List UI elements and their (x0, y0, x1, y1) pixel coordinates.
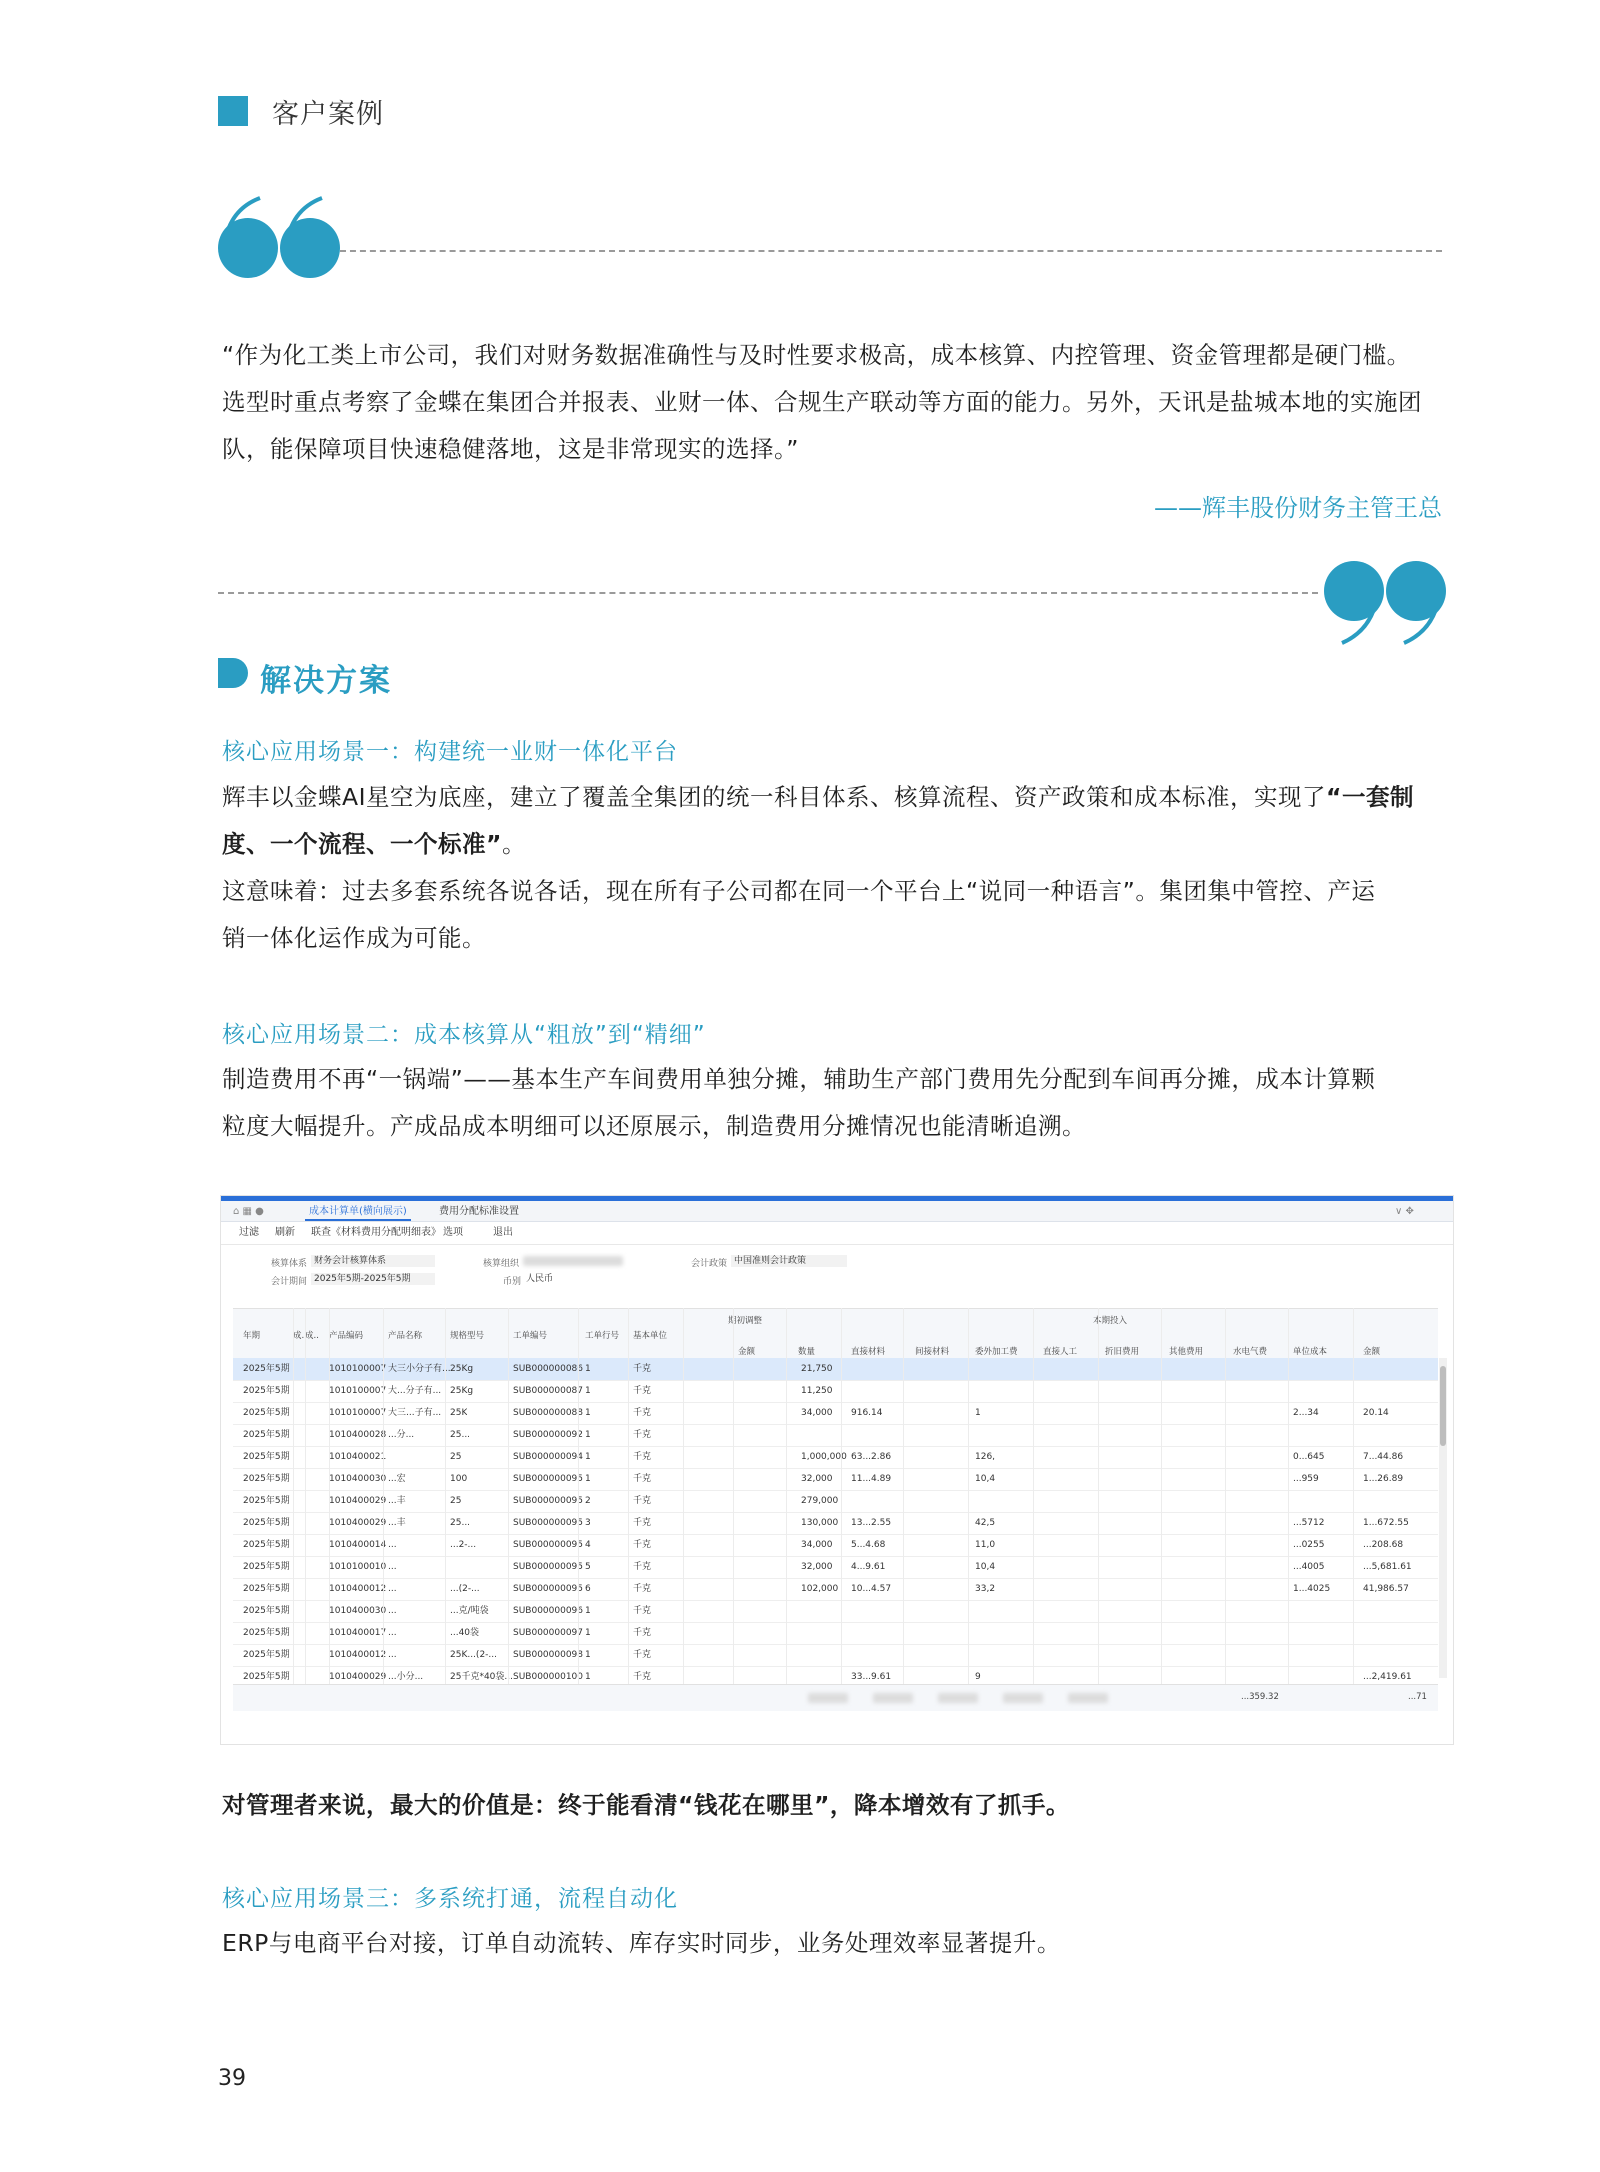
erp-screenshot (220, 1195, 1454, 1745)
col-header[interactable]: 数量 (798, 1347, 816, 1357)
text: 粒度大幅提升。产成品成本明细可以还原展示，制造费用分摊情况也能清晰追溯。 (222, 1112, 1086, 1140)
toolbar (221, 1222, 1453, 1245)
col-header[interactable]: 委外加工费 (975, 1347, 1018, 1357)
cell-uc: ...959 (1293, 1474, 1319, 1484)
cell-unit: 千克 (633, 1518, 652, 1528)
cell-line: 1 (585, 1408, 591, 1418)
cell-name: 大...分子有... (388, 1386, 442, 1396)
cell-mat: 63...2.86 (851, 1452, 892, 1462)
filter-label: 会计期间 (271, 1277, 308, 1287)
table-row[interactable] (233, 1358, 1438, 1381)
footer-amount: ...71 (1408, 1692, 1427, 1702)
quote-line: “作为化工类上市公司，我们对财务数据准确性与及时性要求极高，成本核算、内控管理、资金管理都是硬门槛。 (222, 341, 1411, 369)
cell-code: 1010400030 (329, 1474, 387, 1484)
cell-order: SUB000000088 (513, 1408, 584, 1418)
table-row[interactable] (233, 1644, 1438, 1667)
cell-out: 10,4 (975, 1474, 996, 1484)
table-row[interactable] (233, 1512, 1438, 1535)
cell-mat: 5...4.68 (851, 1540, 886, 1550)
column-divider (305, 1308, 306, 1684)
cell-spec: 25... (450, 1518, 471, 1528)
cell-unit: 千克 (633, 1386, 652, 1396)
cell-period: 2025年5期 (243, 1540, 290, 1550)
col-header[interactable]: 金额 (1363, 1347, 1381, 1357)
group-header-opening: 期初调整 (728, 1316, 763, 1326)
blurred-value (873, 1693, 913, 1703)
cell-line: 6 (585, 1584, 591, 1594)
cell-code: 1010400012 (329, 1584, 387, 1594)
cell-code: 1010400029 (329, 1496, 387, 1506)
cell-order: SUB000000092 (513, 1430, 584, 1440)
cell-qty: 32,000 (801, 1562, 833, 1572)
filter-label: 会计政策 (691, 1259, 728, 1269)
column-divider (683, 1308, 684, 1684)
cell-out: 11,0 (975, 1540, 996, 1550)
col-header[interactable]: 产品名称 (388, 1331, 423, 1341)
text-emphasis: “一套制 (1326, 783, 1414, 811)
open-quote-icon (214, 190, 344, 280)
cell-code: 1010100007 (329, 1386, 387, 1396)
column-divider (329, 1308, 330, 1684)
table-row[interactable] (233, 1468, 1438, 1491)
text: 制造费用不再“一锅端”——基本生产车间费用单独分摊，辅助生产部门费用先分配到车间再分摊，成本计算颗 (222, 1065, 1376, 1093)
column-divider (1161, 1308, 1162, 1684)
cell-code: 1010100010 (329, 1562, 387, 1572)
cell-code: 1010400017 (329, 1628, 387, 1638)
cell-unit: 千克 (633, 1496, 652, 1506)
table-footer (233, 1684, 1438, 1711)
cell-name: ... (388, 1606, 397, 1616)
cell-order: SUB000000095 (513, 1496, 584, 1506)
filter-value[interactable]: 中国准则会计政策 (731, 1255, 847, 1267)
cell-unit: 千克 (633, 1474, 652, 1484)
cell-name: ...宏 (388, 1474, 406, 1484)
quote-author: ——辉丰股份财务主管王总 (1154, 494, 1442, 522)
cell-spec: 25K...(2-... (450, 1650, 498, 1660)
solution-title: 解决方案 (260, 663, 392, 699)
cell-spec: 25Kg (450, 1386, 474, 1396)
cell-uc: 1...4025 (1293, 1584, 1331, 1594)
cell-qty: 11,250 (801, 1386, 833, 1396)
cell-unit: 千克 (633, 1540, 652, 1550)
cell-name: ... (388, 1650, 397, 1660)
cell-uc: ...0255 (1293, 1540, 1325, 1550)
cell-mat: 4...9.61 (851, 1562, 886, 1572)
col-header[interactable]: 直接材料 (851, 1347, 886, 1357)
col-header[interactable]: 金额 (738, 1347, 756, 1357)
group-header-current: 本期投入 (1093, 1316, 1128, 1326)
quote-line: 选型时重点考察了金蝶在集团合并报表、业财一体、合规生产联动等方面的能力。另外，天讯是盐城本地的实施团 (222, 388, 1422, 416)
cell-unit: 千克 (633, 1452, 652, 1462)
cell-out: 33,2 (975, 1584, 996, 1594)
cell-period: 2025年5期 (243, 1628, 290, 1638)
table-row[interactable] (233, 1424, 1438, 1447)
table-row[interactable] (233, 1446, 1438, 1469)
cell-uc: 2...34 (1293, 1408, 1319, 1418)
scenario1-paragraph (222, 774, 1442, 962)
cell-amt: 1...672.55 (1363, 1518, 1409, 1528)
footer-total: ...359.32 (1241, 1692, 1279, 1702)
column-divider (628, 1308, 629, 1684)
section-tab-icon (218, 658, 248, 688)
cell-code: 1010400029 (329, 1518, 387, 1528)
col-header[interactable]: 直接人工 (1043, 1347, 1078, 1357)
cell-uc: ...5712 (1293, 1518, 1325, 1528)
table-row[interactable] (233, 1556, 1438, 1579)
blurred-value (1068, 1693, 1108, 1703)
column-divider (1098, 1308, 1099, 1684)
home-icon[interactable]: ⌂ ▦ ● (233, 1206, 264, 1217)
cell-spec: ...(2-... (450, 1584, 480, 1594)
blurred-value (938, 1693, 978, 1703)
cell-unit: 千克 (633, 1650, 652, 1660)
col-header[interactable]: 折旧费用 (1105, 1347, 1140, 1357)
cell-line: 1 (585, 1430, 591, 1440)
customer-quote (222, 332, 1442, 473)
col-header[interactable]: 水电气费 (1233, 1347, 1268, 1357)
cell-name: 大三小分子有... (388, 1364, 451, 1374)
column-divider (841, 1308, 842, 1684)
refresh-button[interactable]: 刷新 (275, 1227, 295, 1238)
cell-amt: 7...44.86 (1363, 1452, 1404, 1462)
cell-period: 2025年5期 (243, 1650, 290, 1660)
cell-qty: 1,000,000 (801, 1452, 847, 1462)
cell-spec: 25 (450, 1496, 462, 1506)
cell-line: 3 (585, 1518, 591, 1528)
cell-name: ... (388, 1584, 397, 1594)
cell-out: 126, (975, 1452, 996, 1462)
cell-period: 2025年5期 (243, 1364, 290, 1374)
table-row[interactable] (233, 1380, 1438, 1403)
blurred-value (1003, 1693, 1043, 1703)
scrollbar-thumb[interactable] (1440, 1366, 1446, 1446)
cell-order: SUB000000087 (513, 1386, 584, 1396)
cell-spec: 25... (450, 1430, 471, 1440)
cell-spec: ...2-... (450, 1540, 477, 1550)
cell-code: 1010100007 (329, 1364, 387, 1374)
cell-line: 1 (585, 1606, 591, 1616)
cell-spec: 100 (450, 1474, 468, 1484)
table-row[interactable] (233, 1402, 1438, 1425)
text: 。 (501, 830, 526, 858)
section-title: 客户案例 (272, 99, 384, 130)
cell-spec: 25K (450, 1408, 468, 1418)
col-header[interactable]: 成.. (305, 1331, 319, 1341)
cell-period: 2025年5期 (243, 1496, 290, 1506)
cell-amt: ...5,681.61 (1363, 1562, 1412, 1572)
cell-unit: 千克 (633, 1430, 652, 1440)
cell-out: 10,4 (975, 1562, 996, 1572)
column-divider (1033, 1308, 1034, 1684)
cell-order: SUB000000095 (513, 1562, 584, 1572)
divider-bottom (218, 592, 1318, 594)
cell-qty: 34,000 (801, 1540, 833, 1550)
cell-code: 1010400029 (329, 1672, 387, 1682)
col-header[interactable]: 产品编码 (329, 1331, 364, 1341)
cell-line: 1 (585, 1452, 591, 1462)
blurred-value (523, 1256, 623, 1266)
column-divider (1225, 1308, 1226, 1684)
cell-line: 1 (585, 1474, 591, 1484)
col-header[interactable]: 间接材料 (915, 1347, 950, 1357)
cell-spec: 25 (450, 1452, 462, 1462)
cell-out: 42,5 (975, 1518, 996, 1528)
col-header[interactable]: 工单编号 (513, 1331, 548, 1341)
cell-line: 1 (585, 1628, 591, 1638)
cell-amt: 1...26.89 (1363, 1474, 1404, 1484)
column-divider (445, 1308, 446, 1684)
column-divider (508, 1308, 509, 1684)
cell-qty: 102,000 (801, 1584, 839, 1594)
scenario1-heading: 核心应用场景一：构建统一业财一体化平台 (222, 739, 678, 765)
cell-mat: 10...4.57 (851, 1584, 892, 1594)
menu-icon[interactable]: ∨ ✥ (1395, 1206, 1414, 1217)
col-header[interactable]: 年期 (243, 1331, 261, 1341)
cell-uc: ...4005 (1293, 1562, 1325, 1572)
col-header[interactable]: 基本单位 (633, 1331, 668, 1341)
text-emphasis: 度、一个流程、一个标准” (222, 830, 502, 858)
col-header[interactable]: 规格型号 (450, 1331, 485, 1341)
cell-spec: 25千克*40袋... (450, 1672, 513, 1682)
cell-name: ...丰 (388, 1496, 406, 1506)
column-divider (1353, 1308, 1354, 1684)
divider-top (340, 250, 1442, 252)
cell-out: 1 (975, 1408, 981, 1418)
cell-period: 2025年5期 (243, 1562, 290, 1572)
scenario2-heading: 核心应用场景二：成本核算从“粗放”到“精细” (222, 1022, 706, 1048)
cell-qty: 34,000 (801, 1408, 833, 1418)
filter-button[interactable]: 过滤 (239, 1227, 259, 1238)
cell-spec: 25Kg (450, 1364, 474, 1374)
cell-code: 1010400012 (329, 1650, 387, 1660)
cell-qty: 279,000 (801, 1496, 839, 1506)
column-divider (968, 1308, 969, 1684)
cell-amt: ...208.68 (1363, 1540, 1404, 1550)
quote-line: 队，能保障项目快速稳健落地，这是非常现实的选择。” (222, 435, 799, 463)
cell-line: 2 (585, 1496, 591, 1506)
cell-out: 9 (975, 1672, 981, 1682)
table-row[interactable] (233, 1534, 1438, 1557)
cell-unit: 千克 (633, 1584, 652, 1594)
filter-value[interactable]: 2025年5期-2025年5期 (311, 1273, 435, 1285)
cell-period: 2025年5期 (243, 1606, 290, 1616)
table-row[interactable] (233, 1578, 1438, 1601)
management-value-statement: 对管理者来说，最大的价值是：终于能看清“钱花在哪里”，降本增效有了抓手。 (222, 1791, 1070, 1819)
table-row[interactable] (233, 1622, 1438, 1645)
blurred-value (808, 1693, 848, 1703)
col-header[interactable]: 成.. (293, 1331, 307, 1341)
page-number: 39 (218, 2066, 246, 2091)
text: 销一体化运作成为可能。 (222, 924, 486, 952)
cell-unit: 千克 (633, 1562, 652, 1572)
cell-name: ... (388, 1540, 397, 1550)
cell-mat: 11...4.89 (851, 1474, 892, 1484)
cell-name: ...小分... (388, 1672, 424, 1682)
table-row[interactable] (233, 1600, 1438, 1623)
filter-label: 核算体系 (271, 1259, 308, 1269)
cell-name: ...分... (388, 1430, 415, 1440)
col-header[interactable]: 工单行号 (585, 1331, 620, 1341)
cell-period: 2025年5期 (243, 1672, 290, 1682)
cell-amt: ...2,419.61 (1363, 1672, 1412, 1682)
cell-unit: 千克 (633, 1672, 652, 1682)
tab-bar (221, 1201, 1453, 1222)
cell-order: SUB000000096 (513, 1606, 584, 1616)
scenario3-heading: 核心应用场景三：多系统打通，流程自动化 (222, 1886, 678, 1912)
cell-amt: 20.14 (1363, 1408, 1389, 1418)
cell-line: 1 (585, 1672, 591, 1682)
filter-value[interactable]: 人民币 (526, 1274, 554, 1284)
cell-order: SUB000000095 (513, 1540, 584, 1550)
cell-mat: 916.14 (851, 1408, 883, 1418)
scenario2-paragraph (222, 1056, 1442, 1150)
table-row[interactable] (233, 1490, 1438, 1513)
column-divider (293, 1308, 294, 1684)
cell-name: ... (388, 1562, 397, 1572)
cell-order: SUB000000100 (513, 1672, 584, 1682)
column-divider (903, 1308, 904, 1684)
cell-code: 1010400021 (329, 1452, 387, 1462)
close-quote-icon (1320, 555, 1450, 650)
cell-unit: 千克 (633, 1408, 652, 1418)
cell-code: 1010400030 (329, 1606, 387, 1616)
cell-mat: 13...2.55 (851, 1518, 892, 1528)
cell-period: 2025年5期 (243, 1408, 290, 1418)
cell-spec: ...克/吨袋 (450, 1606, 489, 1616)
cell-period: 2025年5期 (243, 1474, 290, 1484)
cell-name: ...丰 (388, 1518, 406, 1528)
cell-qty: 32,000 (801, 1474, 833, 1484)
cell-period: 2025年5期 (243, 1386, 290, 1396)
cell-order: SUB000000095 (513, 1474, 584, 1484)
cell-qty: 130,000 (801, 1518, 839, 1528)
cell-line: 5 (585, 1562, 591, 1572)
cell-code: 1010400028 (329, 1430, 387, 1440)
cell-uc: 0...645 (1293, 1452, 1325, 1462)
text: 这意味着：过去多套系统各说各话，现在所有子公司都在同一个平台上“说同一种语言”。集团集中管控、产运 (222, 877, 1376, 905)
column-divider (383, 1308, 384, 1684)
options-button[interactable]: 选项 (443, 1227, 463, 1238)
cell-spec: ...40袋 (450, 1628, 480, 1638)
column-divider (786, 1308, 787, 1684)
cell-line: 1 (585, 1364, 591, 1374)
cell-line: 4 (585, 1540, 591, 1550)
tab-allocation-standard[interactable]: 费用分配标准设置 (439, 1206, 519, 1217)
col-header[interactable]: 其他费用 (1169, 1347, 1204, 1357)
filter-value[interactable]: 财务会计核算体系 (311, 1255, 435, 1267)
cell-period: 2025年5期 (243, 1452, 290, 1462)
cell-name: ... (388, 1628, 397, 1638)
cell-order: SUB000000098 (513, 1650, 584, 1660)
cell-order: SUB000000095 (513, 1584, 584, 1594)
cell-period: 2025年5期 (243, 1584, 290, 1594)
cell-name: 大三...子有... (388, 1408, 442, 1418)
cell-amt: 41,986.57 (1363, 1584, 1409, 1594)
column-divider (1288, 1308, 1289, 1684)
filter-label: 币别 (503, 1277, 522, 1287)
cell-unit: 千克 (633, 1606, 652, 1616)
cell-code: 1010400014 (329, 1540, 387, 1550)
table-header (233, 1308, 1438, 1360)
cell-unit: 千克 (633, 1628, 652, 1638)
tab-cost-sheet[interactable]: 成本计算单(横向展示) (305, 1204, 411, 1221)
drill-material-button[interactable]: 联查《材料费用分配明细表》 (311, 1227, 441, 1238)
column-divider (733, 1308, 734, 1684)
filter-label: 核算组织 (483, 1259, 520, 1269)
cell-qty: 21,750 (801, 1364, 833, 1374)
cell-order: SUB000000097 (513, 1628, 584, 1638)
section-marker-square (218, 96, 248, 126)
cell-order: SUB000000094 (513, 1452, 584, 1462)
exit-button[interactable]: 退出 (493, 1227, 513, 1238)
cell-period: 2025年5期 (243, 1430, 290, 1440)
cell-order: SUB000000095 (513, 1518, 584, 1528)
cell-mat: 33...9.61 (851, 1672, 892, 1682)
cell-order: SUB000000086 (513, 1364, 584, 1374)
col-header[interactable]: 单位成本 (1293, 1347, 1328, 1357)
column-divider (578, 1308, 579, 1684)
scenario3-paragraph: ERP与电商平台对接，订单自动流转、库存实时同步，业务处理效率显著提升。 (222, 1929, 1061, 1957)
cell-line: 1 (585, 1386, 591, 1396)
cell-line: 1 (585, 1650, 591, 1660)
text: 辉丰以金蝶AI星空为底座，建立了覆盖全集团的统一科目体系、核算流程、资产政策和成本标准，实现了 (222, 783, 1327, 811)
cell-code: 1010100007 (329, 1408, 387, 1418)
cell-period: 2025年5期 (243, 1518, 290, 1528)
cell-unit: 千克 (633, 1364, 652, 1374)
